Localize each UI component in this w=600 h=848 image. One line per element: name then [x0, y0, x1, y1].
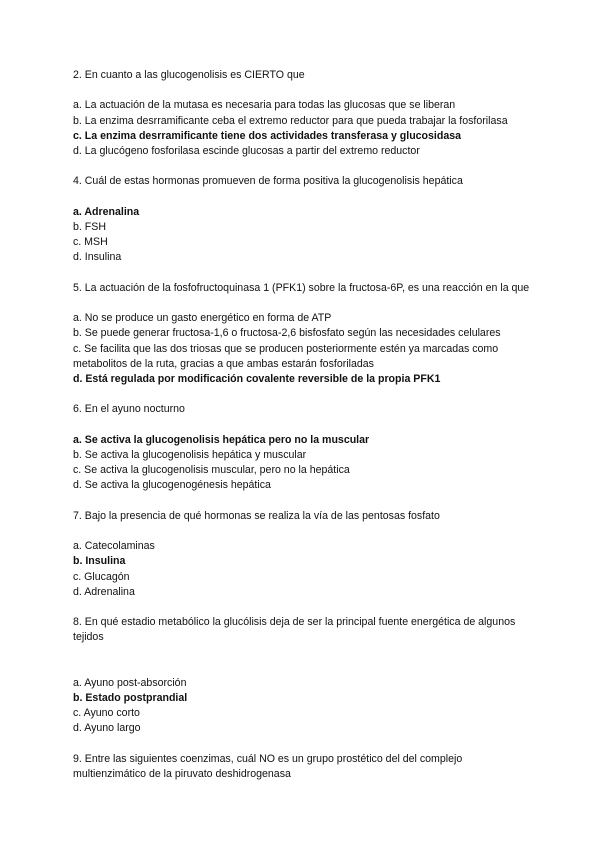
answer-option: c. MSH	[73, 236, 108, 249]
answer-option: b. Se puede generar fructosa-1,6 o fructosa-2,6 bisfosfato según las necesidades celulares	[73, 327, 501, 340]
spacer	[73, 418, 533, 433]
answer-option: d. Se activa la glucogenogénesis hepática	[73, 479, 271, 492]
question-title: 6. En el ayuno nocturno	[73, 403, 185, 416]
answer-option: a. Catecolaminas	[73, 540, 155, 553]
answer-option: d. Ayuno largo	[73, 722, 141, 735]
answer-option-correct: b. Estado postprandial	[73, 691, 188, 704]
question-title: 5. La actuación de la fosfofructoquinasa 1 (PFK1) sobre la fructosa-6P, es una reacción en la que	[73, 281, 530, 294]
answer-option: d. La glucógeno fosforilasa escinde glucosas a partir del extremo reductor	[73, 145, 420, 157]
exam-page	[73, 68, 533, 782]
spacer	[73, 83, 533, 98]
answer-option: c. Ayuno corto	[73, 706, 140, 719]
question-title: 2. En cuanto a las glucogenolisis es CIERTO que	[73, 69, 305, 81]
answer-option-correct: d. Está regulada por modificación covalente reversible de la propia PFK1	[73, 372, 441, 385]
answer-option: c. Se activa la glucogenolisis muscular, pero no la hepática	[73, 464, 350, 477]
answer-option-correct: a. Adrenalina	[73, 205, 140, 218]
answer-option-correct: c. La enzima desrramificante tiene dos actividades transferasa y glucosidasa	[73, 129, 462, 142]
spacer	[73, 736, 533, 751]
answer-option: a. La actuación de la mutasa es necesaria para todas las glucosas que se liberan	[73, 99, 456, 112]
answer-option: b. La enzima desrramificante ceba el extremo reductor para que pueda trabajar la fosforilasa	[73, 114, 508, 127]
answer-option-correct: b. Insulina	[73, 555, 126, 568]
question-title: 4. Cuál de estas hormonas promueven de forma positiva la glucogenolisis hepática	[73, 175, 463, 188]
answer-option: d. Insulina	[73, 251, 122, 264]
spacer	[73, 190, 533, 205]
spacer	[73, 646, 533, 676]
spacer	[73, 387, 533, 402]
answer-option: a. No se produce un gasto energético en forma de ATP	[73, 312, 332, 325]
spacer	[73, 600, 533, 615]
answer-option: d. Adrenalina	[73, 585, 135, 598]
answer-option: c. Se facilita que las dos triosas que se producen posteriormente estén ya marcadas como metabolitos de la ruta, gracias a que ambas estarán fosforiladas	[73, 342, 499, 370]
answer-option: c. Glucagón	[73, 570, 130, 583]
answer-option: a. Ayuno post-absorción	[73, 676, 187, 689]
answer-option: b. Se activa la glucogenolisis hepática y muscular	[73, 448, 307, 461]
spacer	[73, 159, 533, 174]
spacer	[73, 494, 533, 509]
spacer	[73, 296, 533, 311]
spacer	[73, 524, 533, 539]
question-title: 9. Entre las siguientes coenzimas, cuál NO es un grupo prostético del del complejo multienzimático de la piruvato deshidrogenasa	[73, 752, 463, 780]
question-title: 8. En qué estadio metabólico la glucólisis deja de ser la principal fuente energética de algunos tejidos	[73, 616, 516, 644]
question-title: 7. Bajo la presencia de qué hormonas se realiza la vía de las pentosas fosfato	[73, 509, 440, 522]
answer-option: b. FSH	[73, 220, 106, 233]
spacer	[73, 266, 533, 281]
answer-option-correct: a. Se activa la glucogenolisis hepática pero no la muscular	[73, 433, 370, 446]
